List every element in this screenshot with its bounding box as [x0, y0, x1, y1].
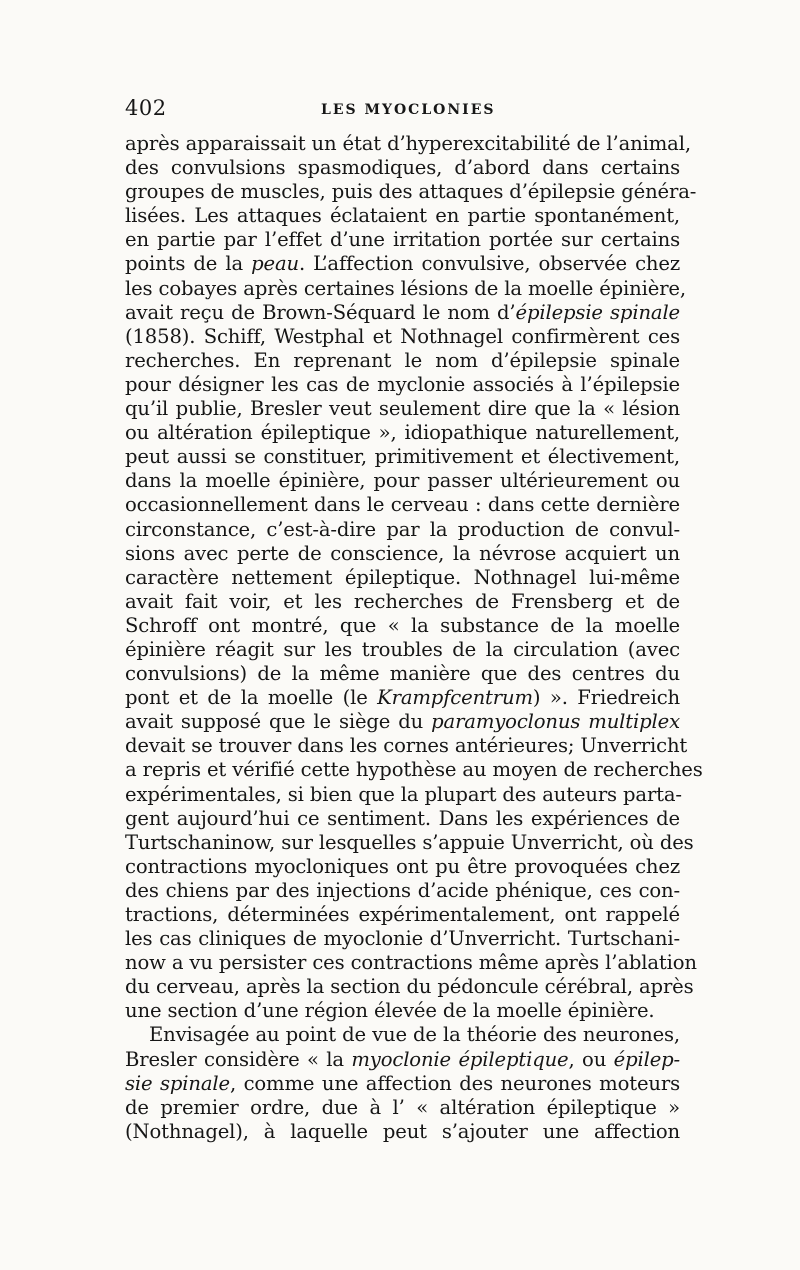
line-text: (Nothnagel), à laquelle peut s’ajouter une affection — [125, 1119, 680, 1143]
line-text: caractère nettement épileptique. Nothnagel lui-même — [125, 565, 680, 589]
text-line — [125, 590, 680, 614]
line-text: avait supposé que le siège du — [125, 710, 432, 734]
text-line — [125, 734, 688, 758]
text-line — [125, 132, 691, 156]
running-title: LES MYOCLONIES — [321, 102, 496, 118]
text-line — [125, 807, 680, 831]
text-line — [125, 469, 680, 493]
line-text: épinière réagit sur les troubles de la circulation (avec — [125, 637, 680, 661]
text-line — [125, 686, 680, 710]
line-text: peut aussi se constituer, primitivement et électivement, — [125, 445, 680, 469]
text-line — [125, 180, 697, 204]
line-text: Schroff ont montré, que « la substance de la moelle — [125, 613, 680, 637]
text-line — [125, 518, 680, 542]
line-text: avait fait voir, et les recherches de Frensberg et de — [125, 589, 680, 613]
text-line — [125, 493, 680, 517]
italic-term: Krampfcentrum — [377, 686, 533, 710]
line-text: Bresler considère « la — [125, 1047, 352, 1071]
line-text: lisées. Les attaques éclataient en partie spontanément, — [125, 204, 680, 228]
text-line — [125, 903, 680, 927]
text-line — [125, 156, 680, 180]
line-text: en partie par l’effet d’une irritation portée sur certains — [125, 228, 680, 252]
text-line — [125, 999, 680, 1023]
text-line — [125, 662, 680, 686]
text-line — [125, 975, 694, 999]
text-line — [125, 276, 686, 301]
body-text — [125, 132, 703, 1144]
page-number: 402 — [125, 96, 167, 120]
line-text: une section d’une région élevée de la moelle épinière. — [125, 999, 655, 1023]
line-text: Envisagée au point de vue de la théorie des neurones, — [149, 1023, 680, 1047]
line-text: convulsions) de la même manière que des centres du — [125, 662, 680, 686]
line-text: ) ». Friedreich — [532, 686, 680, 710]
text-line — [125, 542, 680, 566]
text-line — [125, 638, 680, 662]
line-text: dans la moelle épinière, pour passer ultérieurement ou — [125, 469, 680, 493]
text-line — [125, 614, 680, 638]
text-line — [125, 830, 694, 855]
line-text: , ou — [568, 1047, 614, 1071]
line-text: pour désigner les cas de myclonie associés à l’épilepsie — [125, 372, 680, 396]
text-line — [125, 228, 680, 252]
text-line — [125, 445, 680, 469]
text-line — [125, 1096, 680, 1120]
line-text: expérimentales, si bien que la plupart des auteurs parta- — [125, 782, 682, 806]
italic-term: myoclonie épileptique — [351, 1047, 569, 1071]
text-line — [125, 1048, 680, 1072]
text-line — [125, 566, 680, 590]
line-text: de premier ordre, due à l’ « altération épileptique » — [125, 1095, 680, 1119]
text-line — [125, 421, 680, 445]
line-text: occasionnellement dans le cerveau : dans cette dernière — [125, 493, 680, 517]
text-line — [125, 373, 680, 397]
line-text: Turtschaninow, sur lesquelles s’appuie Unverricht, où des — [125, 830, 694, 854]
line-text: ou altération épileptique », idiopathique naturellement, — [125, 421, 680, 445]
line-text: des convulsions spasmodiques, d’abord dans certains — [125, 156, 680, 180]
line-text: gent aujourd’hui ce sentiment. Dans les expériences de — [125, 806, 680, 830]
line-text: sions avec perte de conscience, la névrose acquiert un — [125, 541, 680, 565]
italic-term: paramyoclonus multiplex — [431, 710, 680, 734]
text-line — [125, 397, 680, 421]
text-line — [125, 879, 680, 903]
page-header — [125, 96, 680, 126]
text-line — [125, 325, 680, 349]
italic-term: sie spinale — [125, 1071, 230, 1095]
line-text: avait reçu de Brown-Séquard le nom d’ — [125, 300, 516, 324]
line-text: des chiens par des injections d’acide phénique, ces con- — [125, 878, 680, 902]
text-line — [125, 204, 680, 228]
line-text: now a vu persister ces contractions même après l’ablation — [125, 951, 697, 975]
line-text: groupes de muscles, puis des attaques d’épilepsie généra- — [125, 180, 697, 204]
line-text: (1858). Schiff, Westphal et Nothnagel confirmèrent ces — [125, 324, 680, 348]
line-text: du cerveau, après la section du pédoncule cérébral, après — [125, 975, 694, 999]
text-line — [125, 301, 680, 325]
text-line — [125, 252, 680, 276]
line-text: devait se trouver dans les cornes antérieures; Unverricht — [125, 734, 688, 758]
line-text: . L’affection convulsive, observée chez — [298, 252, 680, 276]
line-text: recherches. En reprenant le nom d’épilepsie spinale — [125, 348, 680, 372]
text-line — [125, 710, 680, 734]
italic-term: épilep- — [613, 1047, 681, 1071]
italic-term: épilepsie spinale — [515, 300, 681, 324]
text-line — [125, 1023, 680, 1047]
text-line — [125, 855, 680, 879]
text-line — [125, 783, 680, 807]
line-text: après apparaissait un état d’hyperexcitabilité de l’animal, — [125, 132, 691, 155]
line-text: contractions myocloniques ont pu être provoquées chez — [125, 854, 680, 878]
text-line — [125, 758, 703, 782]
text-line — [125, 1120, 680, 1144]
line-text: les cobayes après certaines lésions de la moelle épinière, — [125, 276, 686, 300]
line-text: a repris et vérifié cette hypothèse au moyen de recherches — [125, 758, 703, 782]
text-line — [125, 1072, 680, 1096]
line-text: points de la — [125, 252, 252, 276]
line-text: tractions, déterminées expérimentalement, ont rappelé — [125, 903, 680, 926]
line-text: , comme une affection des neurones moteurs — [229, 1071, 680, 1095]
text-line — [125, 927, 680, 951]
text-line — [125, 951, 697, 975]
line-text: circonstance, c’est-à-dire par la production de convul- — [125, 517, 680, 541]
text-line — [125, 349, 680, 373]
line-text: pont et de la moelle (le — [125, 686, 378, 710]
line-text: qu’il publie, Bresler veut seulement dire que la « lésion — [125, 397, 680, 421]
line-text: les cas cliniques de myoclonie d’Unverricht. Turtschani- — [125, 927, 680, 951]
italic-term: peau — [251, 252, 299, 276]
